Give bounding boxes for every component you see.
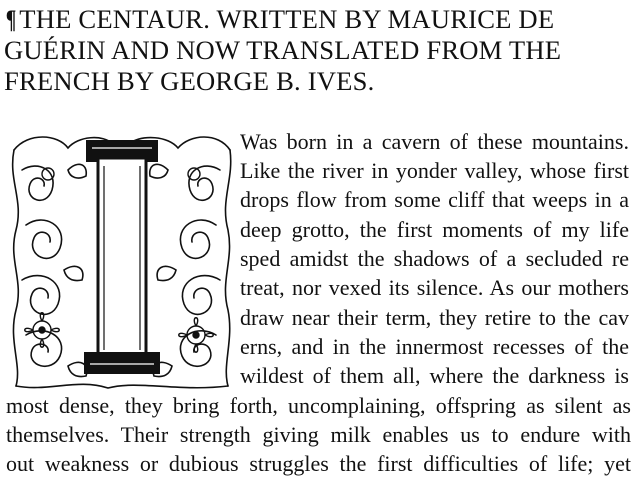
ornamental-initial-i-icon — [8, 130, 234, 392]
text-line: themselves. Their strength giving milk enables us to endure with — [6, 422, 631, 447]
text-line: sped amidst the shadows of a secluded re — [240, 246, 629, 271]
text-line: treat, nor vexed its silence. As our mothers — [240, 275, 629, 300]
title-line-1-text: THE CENTAUR. WRITTEN BY MAURICE DE — [19, 4, 555, 34]
title-line-3: FRENCH BY GEORGE B. IVES. — [4, 66, 375, 96]
pilcrow-mark: ¶ — [5, 5, 17, 34]
text-line: out weakness or dubious struggles the first difficulties of life; yet — [6, 451, 631, 476]
text-line: deep grotto, the first moments of my life — [240, 217, 629, 242]
text-line: erns, and in the innermost recesses of the — [240, 334, 629, 359]
text-line: drops flow from some cliff that weeps in a — [240, 187, 629, 212]
text-line: Was born in a cavern of these mountains. — [240, 129, 629, 154]
text-line: draw near their term, they retire to the cav — [240, 305, 629, 330]
text-line: wildest of them all, where the darkness is — [240, 363, 629, 388]
text-line: most dense, they bring forth, uncomplaining, offspring as silent as — [6, 393, 631, 418]
page-title — [4, 4, 634, 97]
title-line-2: GUÉRIN AND NOW TRANSLATED FROM THE — [4, 35, 562, 65]
text-line: Like the river in yonder valley, whose first — [240, 158, 629, 183]
title-line-1 — [4, 4, 634, 35]
